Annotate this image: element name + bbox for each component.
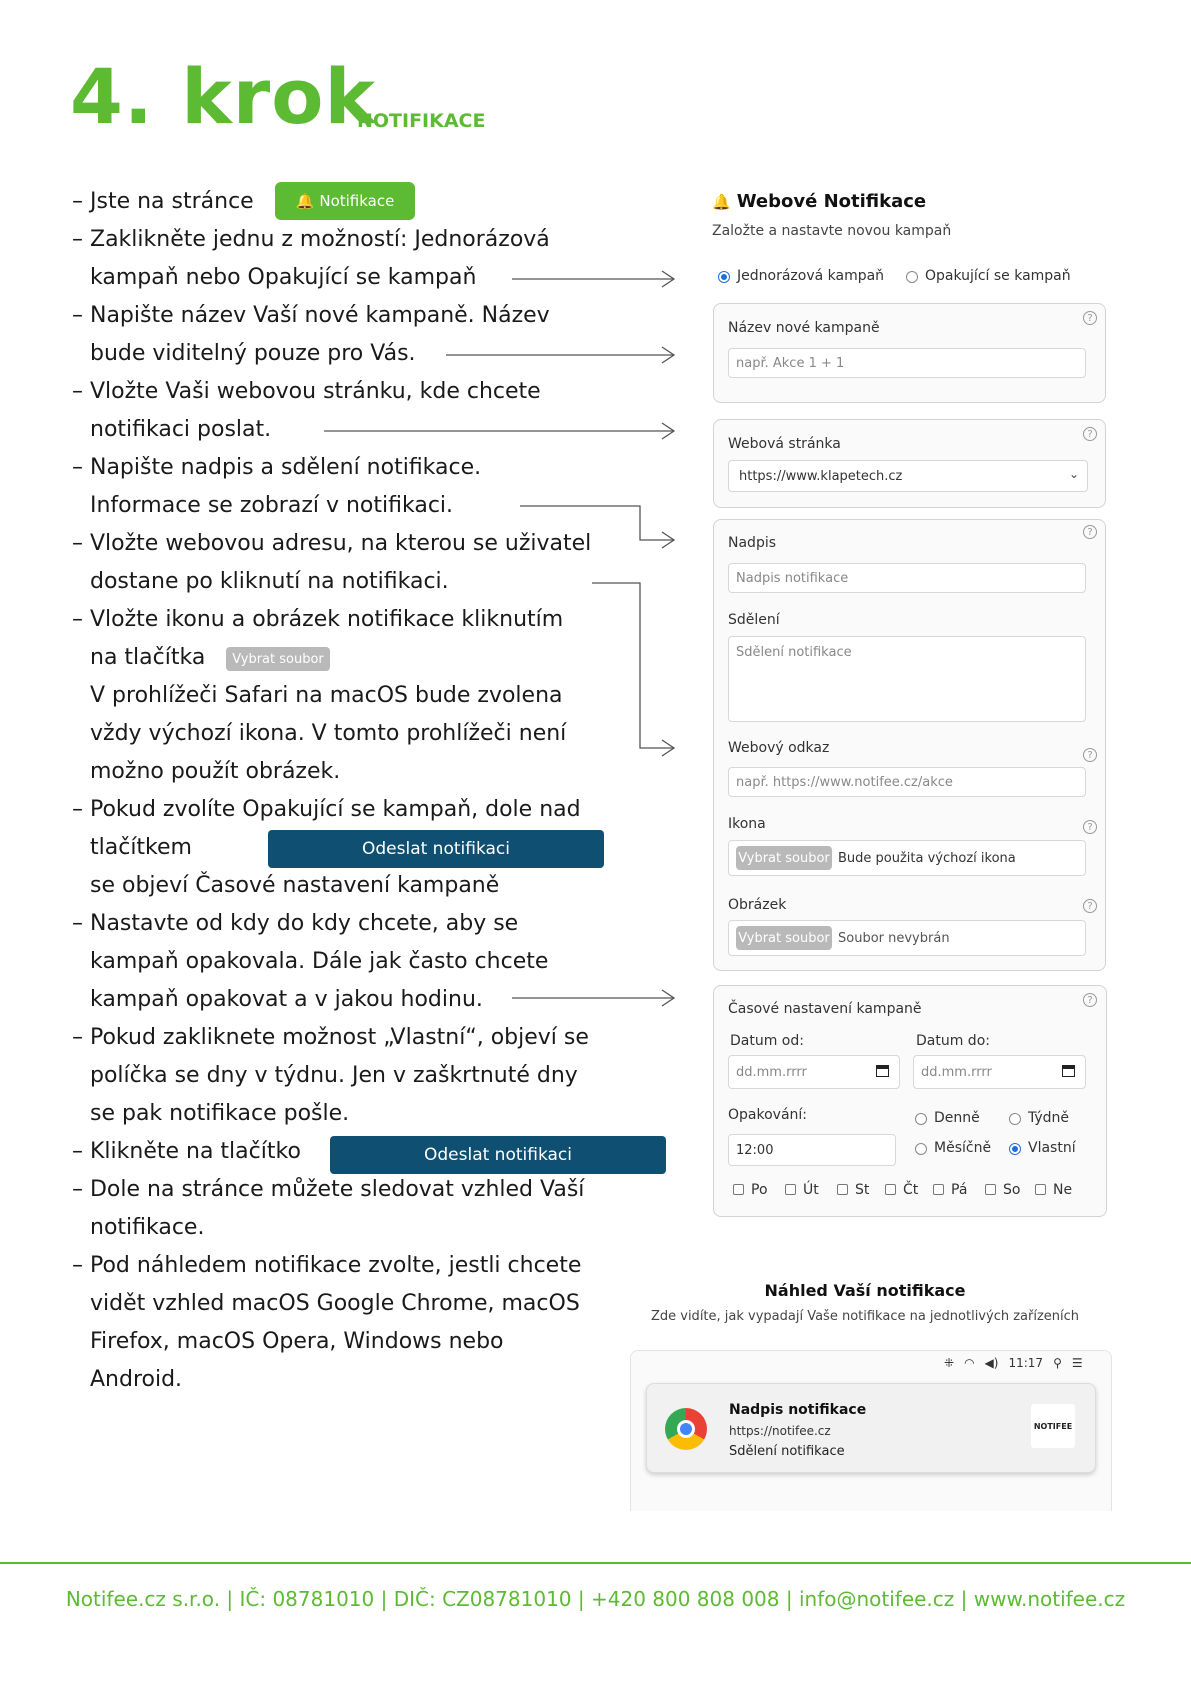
day-label: Čt (903, 1182, 919, 1198)
website-label: Webová stránka (728, 436, 841, 452)
radio-custom[interactable] (1009, 1143, 1021, 1155)
bluetooth-icon: ⁜ (944, 1356, 955, 1370)
preview-subtitle: Zde vidíte, jak vypadají Vaše notifikace na jednotlivých zařízeních (650, 1309, 1080, 1324)
day-checkbox[interactable] (985, 1184, 996, 1195)
radio-recurring-label: Opakující se kampaň (925, 268, 1071, 284)
icon-file-status: Bude použita výchozí ikona (838, 850, 1016, 866)
step-line: – Pokud zvolíte Opakující se kampaň, dole nad (72, 797, 581, 822)
day-checkbox[interactable] (1035, 1184, 1046, 1195)
radio-one-time-label: Jednorázová kampaň (737, 268, 885, 284)
notifikace-button-label: Notifikace (319, 192, 395, 210)
step-line: tlačítkem (90, 835, 192, 860)
calendar-icon (1062, 1065, 1075, 1077)
menu-clock: 11:17 (1008, 1356, 1044, 1370)
step-line: vždy výchozí ikona. V tomto prohlížeči není (90, 721, 567, 746)
help-icon[interactable]: ? (1083, 525, 1097, 539)
image-file-status: Soubor nevybrán (838, 930, 950, 946)
step-line: Firefox, macOS Opera, Windows nebo (90, 1329, 504, 1354)
bell-icon: 🔔 (712, 192, 731, 211)
help-icon[interactable]: ? (1083, 820, 1097, 834)
step-line: – Napište název Vaší nové kampaně. Název (72, 303, 550, 328)
day-label: Pá (951, 1182, 968, 1198)
day-checkbox[interactable] (885, 1184, 896, 1195)
calendar-icon (876, 1065, 889, 1077)
step-line: Informace se zobrazí v notifikaci. (90, 493, 454, 518)
day-label: Út (803, 1182, 819, 1198)
step-line: kampaň nebo Opakující se kampaň (90, 265, 477, 290)
step-line: notifikaci poslat. (90, 417, 272, 442)
notification-card[interactable] (646, 1383, 1096, 1473)
step-line: kampaň opakovala. Dále jak často chcete (90, 949, 549, 974)
step-line: notifikace. (90, 1215, 205, 1240)
notifee-logo: NOTIFEE (1031, 1404, 1075, 1448)
send-notification-button[interactable]: Odeslat notifikaci (268, 830, 604, 868)
page-subtitle: NOTIFIKACE (357, 110, 486, 132)
search-icon: ⚲ (1053, 1356, 1062, 1370)
list-icon: ☰ (1071, 1356, 1083, 1370)
step-line: bude viditelný pouze pro Vás. (90, 341, 416, 366)
footer: Notifee.cz s.r.o. | IČ: 08781010 | DIČ: CZ08781010 | +420 800 808 008 | info@notifee.cz | www.notifee.cz (65, 1587, 1126, 1611)
day-checkbox[interactable] (785, 1184, 796, 1195)
step-line: – Napište nadpis a sdělení notifikace. (72, 455, 482, 480)
website-select[interactable] (728, 460, 1088, 492)
step-line: – Nastavte od kdy do kdy chcete, aby se (72, 911, 519, 936)
image-label: Obrázek (728, 897, 787, 913)
heading-label: Nadpis (728, 535, 777, 551)
step-line: Android. (90, 1367, 183, 1392)
notification-url: https://notifee.cz (729, 1424, 831, 1438)
page-title: 4. krok (70, 52, 376, 141)
repeat-label: Opakování: (728, 1107, 808, 1123)
website-select-value: https://www.klapetech.cz (739, 468, 903, 484)
step-line: – Vložte webovou adresu, na kterou se uživatel (72, 531, 592, 556)
radio-recurring[interactable] (906, 271, 918, 283)
day-checkbox[interactable] (733, 1184, 744, 1195)
wifi-icon: ◠ (964, 1356, 975, 1370)
panel-header (712, 191, 926, 212)
bell-icon: 🔔 (295, 192, 315, 210)
step-line: – Vložte ikonu a obrázek notifikace kliknutím (72, 607, 564, 632)
chevron-down-icon: ⌄ (1068, 467, 1079, 481)
send-notification-button-2[interactable]: Odeslat notifikaci (330, 1136, 666, 1174)
message-label: Sdělení (728, 612, 780, 628)
step-line: možno použít obrázek. (90, 759, 341, 784)
date-to-label: Datum do: (916, 1033, 990, 1049)
icon-label: Ikona (728, 816, 766, 832)
day-checkbox[interactable] (933, 1184, 944, 1195)
menu-bar (944, 1356, 1083, 1370)
time-input[interactable]: 12:00 (728, 1134, 896, 1166)
day-checkbox[interactable] (837, 1184, 848, 1195)
help-icon[interactable]: ? (1083, 899, 1097, 913)
radio-weekly[interactable] (1009, 1113, 1021, 1125)
panel-title: Webové Notifikace (736, 191, 927, 212)
radio-one-time[interactable] (718, 271, 730, 283)
step-line: dostane po kliknutí na notifikaci. (90, 569, 449, 594)
radio-weekly-label: Týdně (1028, 1110, 1070, 1126)
volume-icon: ◀) (984, 1356, 999, 1370)
radio-monthly[interactable] (915, 1143, 927, 1155)
day-label: So (1003, 1182, 1021, 1198)
date-from-label: Datum od: (730, 1033, 804, 1049)
date-to-input[interactable] (913, 1055, 1086, 1089)
step-line: – Klikněte na tlačítko (72, 1139, 301, 1164)
step-line: vidět vzhled macOS Google Chrome, macOS (90, 1291, 580, 1316)
radio-daily[interactable] (915, 1113, 927, 1125)
help-icon[interactable]: ? (1083, 311, 1097, 325)
help-icon[interactable]: ? (1083, 427, 1097, 441)
day-label: St (855, 1182, 870, 1198)
radio-custom-label: Vlastní (1028, 1140, 1076, 1156)
step-line: políčka se dny v týdnu. Jen v zaškrtnuté dny (90, 1063, 578, 1088)
date-from-input[interactable] (728, 1055, 900, 1089)
help-icon[interactable]: ? (1083, 748, 1097, 762)
step-line: – Pokud zakliknete možnost „Vlastní“, objeví se (72, 1025, 589, 1050)
choose-file-button[interactable]: Vybrat soubor (226, 647, 330, 671)
step-line: – Dole na stránce můžete sledovat vzhled Vaší (72, 1177, 585, 1202)
step-line: – Zaklikněte jednu z možností: Jednorázová (72, 227, 550, 252)
notification-message: Sdělení notifikace (729, 1444, 845, 1459)
step-line: V prohlížeči Safari na macOS bude zvolena (90, 683, 563, 708)
image-file-input (728, 920, 1086, 956)
day-label: Po (751, 1182, 768, 1198)
campaign-name-input[interactable]: např. Akce 1 + 1 (728, 348, 1086, 378)
heading-input[interactable]: Nadpis notifikace (728, 563, 1086, 593)
step-line: na tlačítka (90, 645, 206, 670)
step-line: kampaň opakovat a v jakou hodinu. (90, 987, 483, 1012)
link-input[interactable]: např. https://www.notifee.cz/akce (728, 767, 1086, 797)
schedule-label: Časové nastavení kampaně (728, 1001, 922, 1017)
step-line: – Jste na stránce (72, 189, 254, 214)
preview-title: Náhled Vaší notifikace (764, 1281, 966, 1300)
campaign-name-label: Název nové kampaně (728, 320, 880, 336)
date-to-placeholder: dd.mm.rrrr (921, 1064, 992, 1080)
date-from-placeholder: dd.mm.rrrr (736, 1064, 807, 1080)
step-line: – Vložte Vaši webovou stránku, kde chcete (72, 379, 541, 404)
help-icon[interactable]: ? (1083, 993, 1097, 1007)
step-line: se objeví Časové nastavení kampaně (90, 873, 500, 898)
step-line: – Pod náhledem notifikace zvolte, jestli chcete (72, 1253, 582, 1278)
icon-file-input (728, 840, 1086, 876)
radio-daily-label: Denně (934, 1110, 980, 1126)
link-label: Webový odkaz (728, 740, 830, 756)
panel-subtitle: Založte a nastavte novou kampaň (712, 223, 952, 239)
radio-monthly-label: Měsíčně (934, 1140, 992, 1156)
step-line: se pak notifikace pošle. (90, 1101, 350, 1126)
message-textarea[interactable]: Sdělení notifikace (728, 636, 1086, 722)
footer-divider (0, 1562, 1191, 1564)
chrome-icon (665, 1408, 707, 1450)
icon-choose-file-button[interactable]: Vybrat soubor (736, 846, 832, 870)
day-label: Ne (1053, 1182, 1073, 1198)
notification-title: Nadpis notifikace (729, 1402, 867, 1418)
image-choose-file-button[interactable]: Vybrat soubor (736, 926, 832, 950)
